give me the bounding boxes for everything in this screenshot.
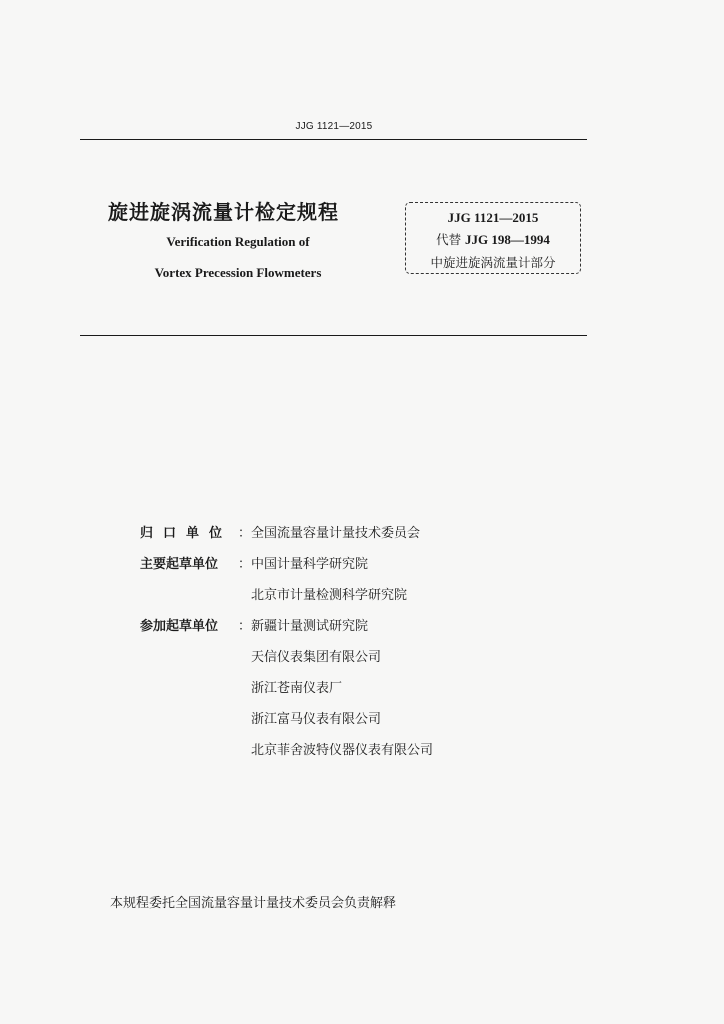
document-title-english-line1: Verification Regulation of [166,234,310,249]
document-title-chinese: 旋进旋涡流量计检定规程 [108,200,339,224]
interpretation-note: 本规程委托全国流量容量计量技术委员会负责解释 [110,896,397,911]
replaces-line [406,229,580,252]
participant-item: 浙江苍南仪表厂 [251,681,343,696]
participant-item: 浙江富马仪表有限公司 [251,712,382,727]
main-drafter-item: 北京市计量检测科学研究院 [251,588,408,603]
top-rule [80,139,587,140]
label-colon: ： [238,526,252,541]
participant-item: 北京菲舍波特仪器仪表有限公司 [251,743,434,758]
main-drafter-item: 中国计量科学研究院 [251,557,369,572]
document-title-english-line2: Vortex Precession Flowmeters [154,265,322,280]
label-colon: ： [238,557,252,572]
running-head: JJG 1121—2015 [295,121,373,132]
replaces-code: JJG 198—1994 [465,232,550,247]
participant-item: 天信仪表集团有限公司 [251,650,382,665]
participant-item: 新疆计量测试研究院 [251,619,369,634]
responsible-unit-label: 归口单位 [140,526,233,541]
replaces-prefix: 代替 [436,232,466,247]
main-drafter-label: 主要起草单位 [140,557,219,572]
responsible-unit-value: 全国流量容量计量技术委员会 [251,526,421,541]
standard-code: JJG 1121—2015 [447,210,539,225]
replaced-part: 中旋进旋涡流量计部分 [430,255,556,270]
participant-label: 参加起草单位 [140,619,219,634]
standard-code-box [405,202,581,274]
middle-rule [80,335,587,336]
label-colon: ： [238,619,252,634]
